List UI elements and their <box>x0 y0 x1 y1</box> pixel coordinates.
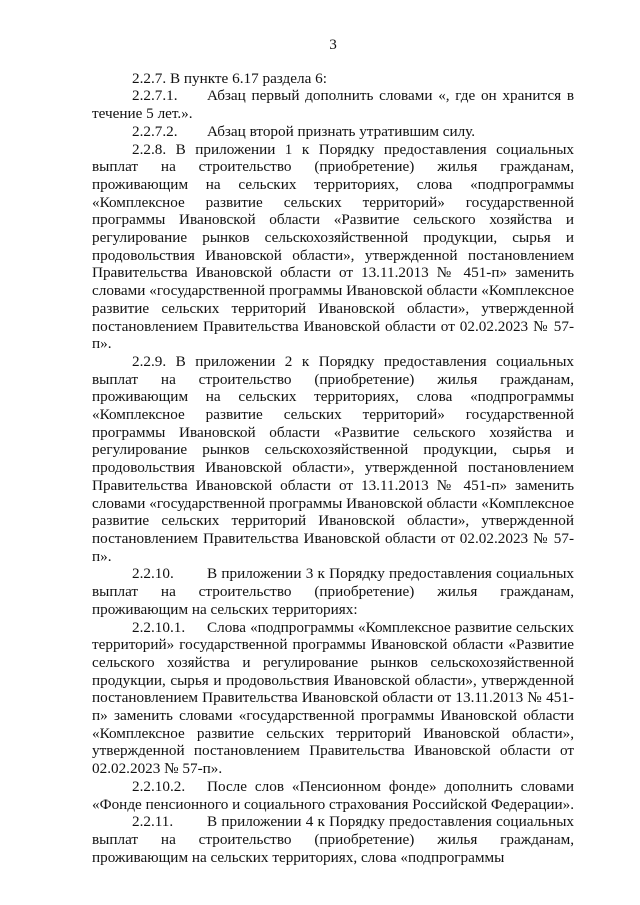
page-number: 3 <box>329 36 337 53</box>
clause-text: В приложении 2 к Порядку предоставления социальных выплат на строительство (приобретение) жилья гражданам, проживающим на сельских территориях, слова «подпрограммы «Комплексное развитие сельских территорий» государственной программы Ивановской области «Развитие сельского хозяйства и регулирование рынков сельскохозяйственной продукции, сырья и продовольствия Ивановской области», утвержденной постановлением Правительства Ивановской области от 13.11.2013 № 451-п» заменить словами «государственной программы Ивановской области «Комплексное развитие сельских территорий Ивановской области», утвержденной постановлением Правительства Ивановской области от 02.02.2023 № 57-п». <box>92 352 575 565</box>
paragraph-2-2-8 <box>92 141 574 353</box>
clause-text: Абзац второй признать утратившим силу. <box>207 122 476 140</box>
paragraph-2-2-10-1 <box>92 619 574 778</box>
clause-number: 2.2.7. <box>132 69 167 87</box>
clause-text: В пункте 6.17 раздела 6: <box>169 69 327 87</box>
clause-text: В приложении 1 к Порядку предоставления социальных выплат на строительство (приобретение) жилья гражданам, проживающим на сельских территориях, слова «подпрограммы «Комплексное развитие сельских территорий» государственной программы Ивановской области «Развитие сельского хозяйства и регулирование рынков сельскохозяйственной продукции, сырья и продовольствия Ивановской области», утвержденной постановлением Правительства Ивановской области от 13.11.2013 № 451-п» заменить словами «государственной программы Ивановской области «Комплексное развитие сельских территорий Ивановской области», утвержденной постановлением Правительства Ивановской области от 02.02.2023 № 57-п». <box>92 140 575 353</box>
paragraph-2-2-7 <box>92 70 574 88</box>
paragraph-2-2-10-2 <box>92 778 574 813</box>
clause-number: 2.2.9. <box>132 352 167 370</box>
paragraph-2-2-7-2 <box>92 123 574 141</box>
paragraph-2-2-10 <box>92 565 574 618</box>
clause-number: 2.2.8. <box>132 140 167 158</box>
paragraph-2-2-11 <box>92 813 574 866</box>
paragraph-2-2-7-1 <box>92 87 574 122</box>
paragraph-2-2-9 <box>92 353 574 565</box>
clause-text: В приложении 3 к Порядку предоставления социальных выплат на строительство (приобретение) жилья гражданам, проживающим на сельских территориях: <box>92 565 574 618</box>
clause-number: 2.2.10. <box>132 565 174 583</box>
clause-text: После слов «Пенсионном фонде» дополнить словами «Фонде пенсионного и социального страхования Российской Федерации». <box>92 777 575 813</box>
clause-text: В приложении 4 к Порядку предоставления социальных выплат на строительство (приобретение) жилья гражданам, проживающим на сельских территориях, слова «подпрограммы <box>92 813 574 866</box>
clause-number: 2.2.11. <box>132 813 174 831</box>
clause-number: 2.2.7.2. <box>132 122 178 140</box>
clause-number: 2.2.7.1. <box>132 87 178 105</box>
clause-number: 2.2.10.2. <box>132 777 186 795</box>
clause-text: Абзац первый дополнить словами «, где он хранится в течение 5 лет.». <box>92 87 574 123</box>
clause-number: 2.2.10.1. <box>132 618 186 636</box>
clause-text: Слова «подпрограммы «Комплексное развитие сельских территорий» государственной программы Ивановской области «Развитие сельского хозяйства и регулирование рынков сельскохозяйственной продукции, сырья и продовольствия Ивановской области», утвержденной постановлением Правительства Ивановской области от 13.11.2013 № 451-п» заменить словами «государственной программы Ивановской области «Комплексное развитие сельских территорий Ивановской области», утвержденной постановлением Правительства Ивановской области от 02.02.2023 № 57-п». <box>92 618 574 778</box>
